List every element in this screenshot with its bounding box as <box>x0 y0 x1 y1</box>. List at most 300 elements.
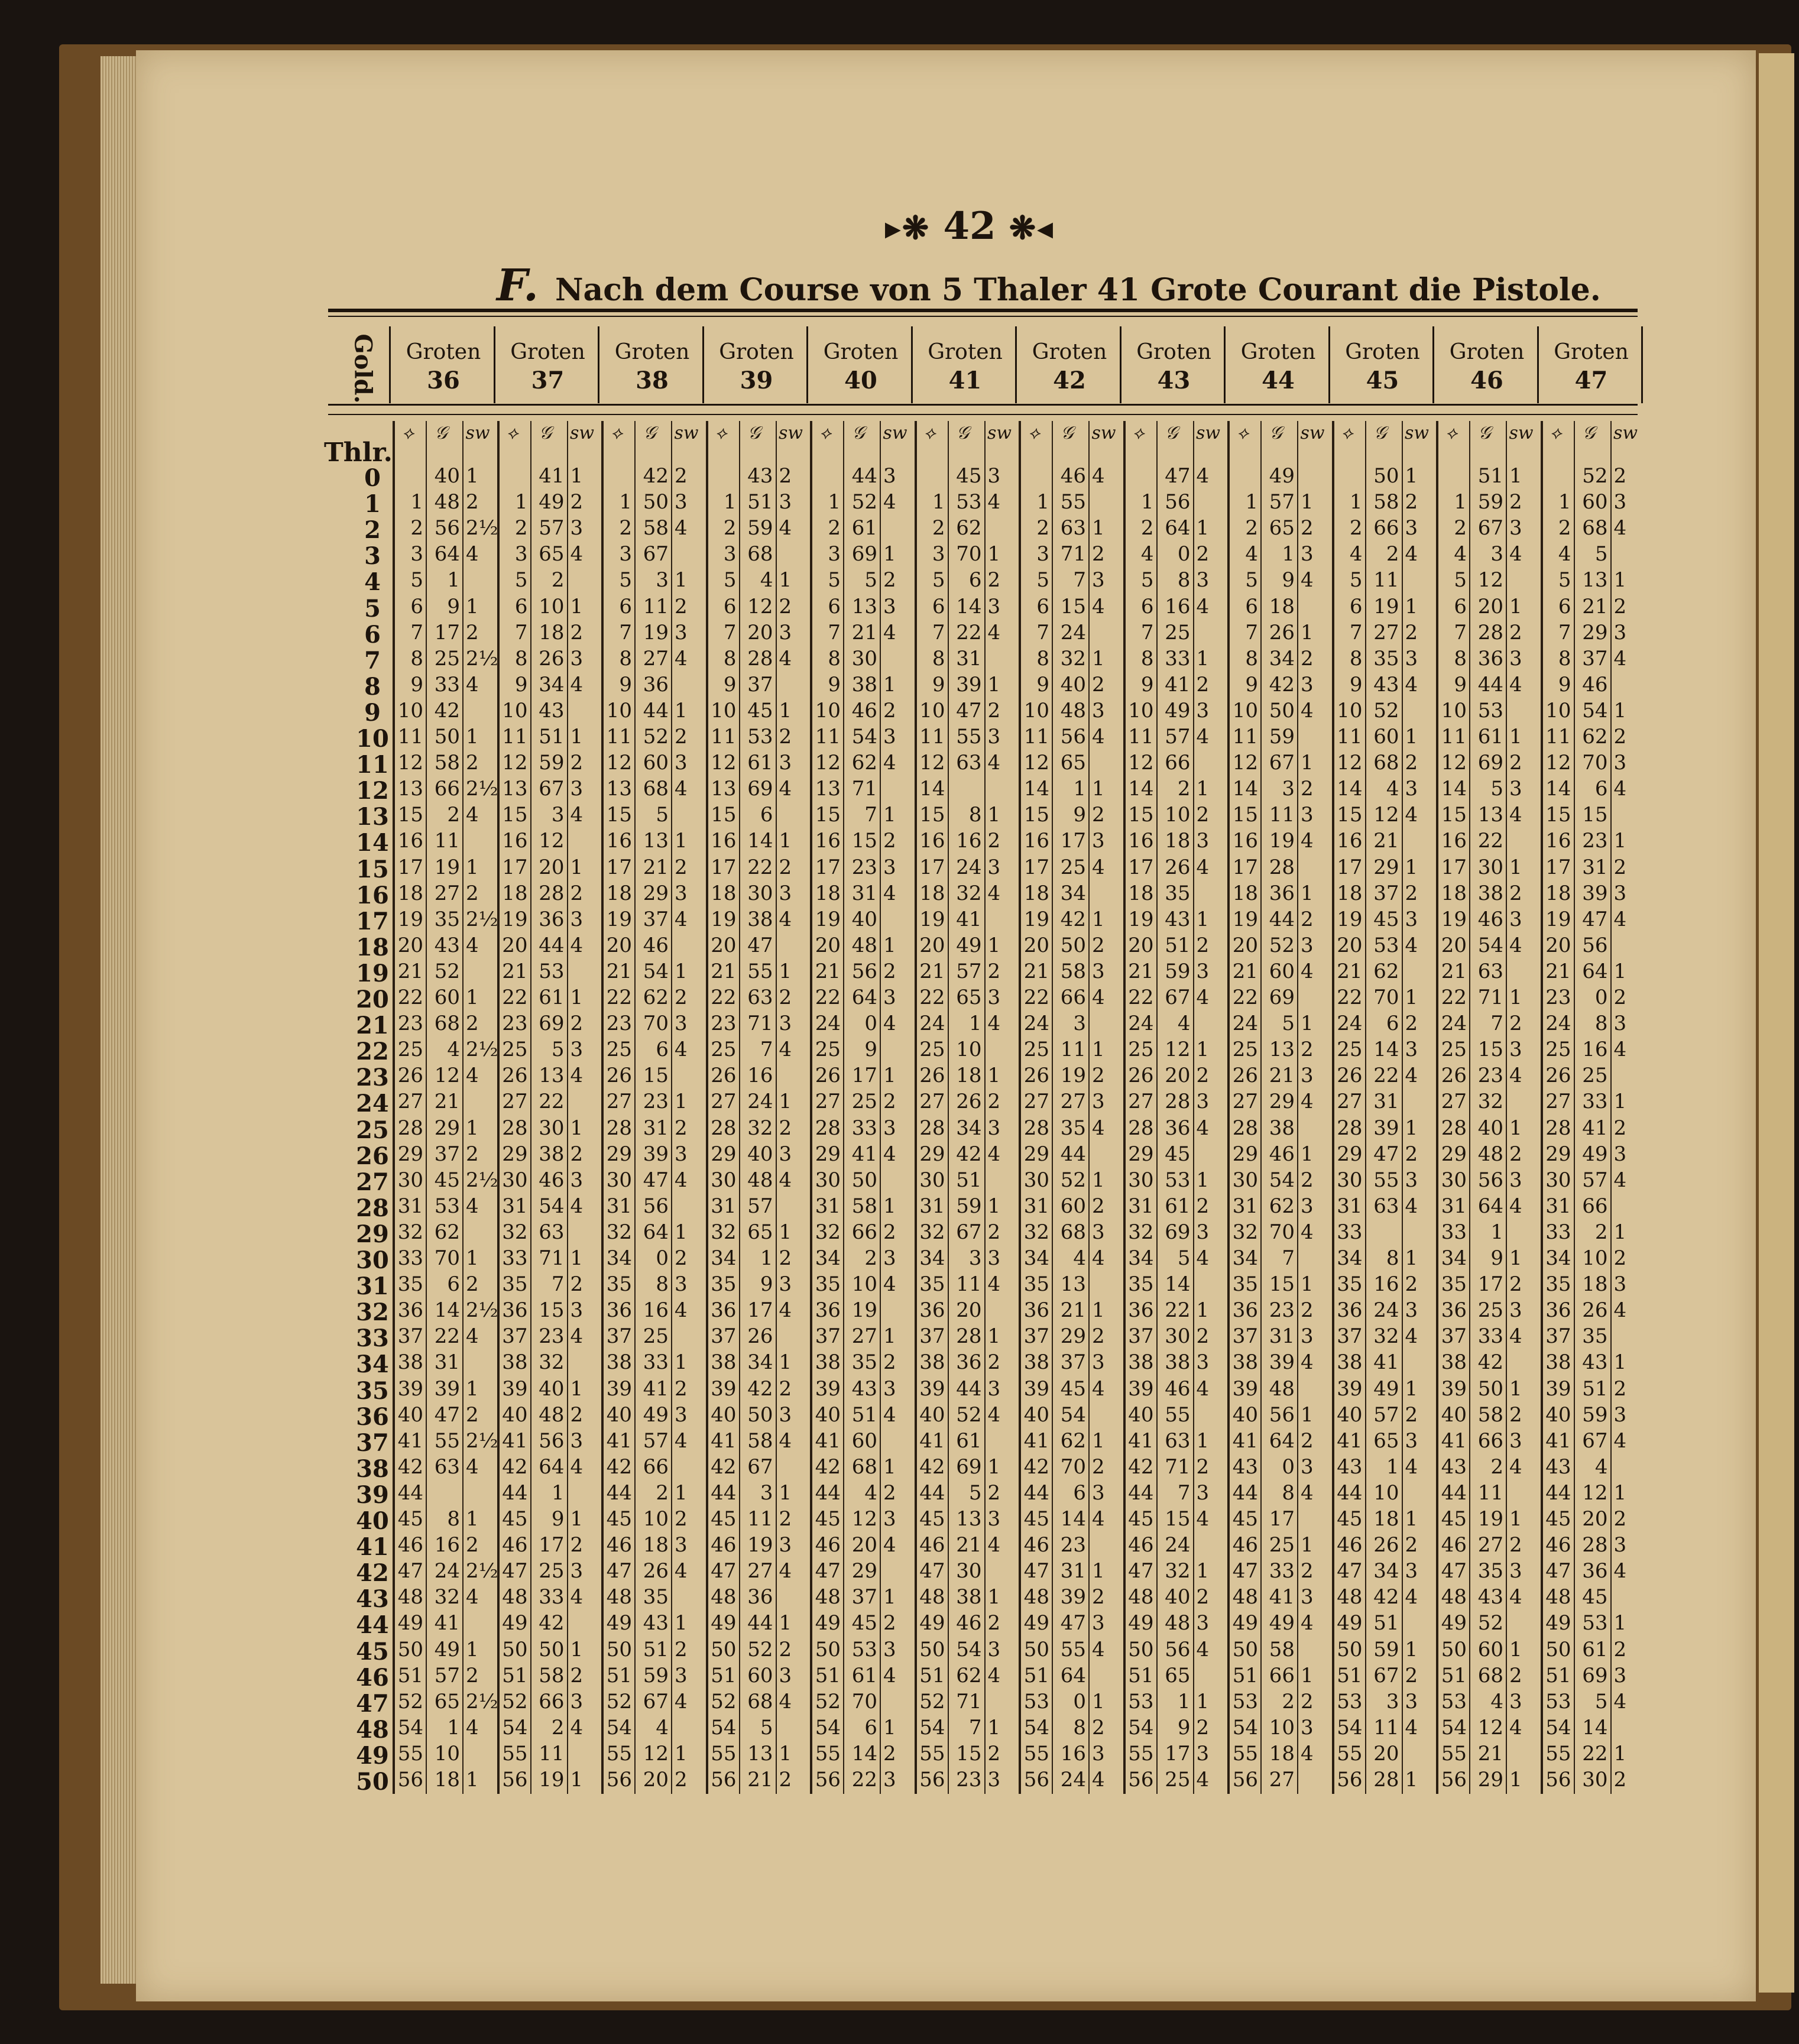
cell-groten: 45 <box>851 1611 877 1635</box>
cell-groten: 39 <box>1269 1350 1295 1375</box>
cell-schwaren: 1 <box>883 1064 896 1088</box>
cell-thaler: 30 <box>397 1168 423 1192</box>
cell-groten: 66 <box>1373 516 1399 540</box>
cell-schwaren: 1 <box>779 698 792 723</box>
cell-groten: 18 <box>1269 1741 1295 1766</box>
cell-groten: 6 <box>864 1715 877 1739</box>
cell-thaler: 39 <box>1441 1376 1467 1401</box>
cell-schwaren: 1 <box>1509 1116 1522 1140</box>
cell-schwaren: 2 <box>883 1481 896 1505</box>
cell-thaler: 10 <box>1441 698 1467 723</box>
cell-schwaren: 4 <box>1613 516 1627 540</box>
cell-groten: 56 <box>851 959 877 983</box>
groten-header-39 <box>706 340 807 394</box>
cell-schwaren: 3 <box>987 1376 1001 1401</box>
cell-groten: 4 <box>1073 1246 1086 1270</box>
cell-schwaren: 3 <box>675 751 688 775</box>
cell-schwaren: 3 <box>1196 568 1210 592</box>
thaler-symbol: ⟡ <box>1028 423 1040 443</box>
cell-schwaren: 2 <box>1613 855 1627 879</box>
cell-groten: 54 <box>1269 1168 1295 1192</box>
cell-schwaren: 3 <box>1509 516 1522 540</box>
cell-thaler: 21 <box>1232 959 1258 983</box>
cell-schwaren: 4 <box>675 1298 688 1323</box>
cell-thaler: 38 <box>1023 1350 1049 1375</box>
cell-schwaren: 2 <box>883 1090 896 1114</box>
cell-thaler: 39 <box>397 1376 423 1401</box>
cell-thaler: 19 <box>1023 907 1049 931</box>
cell-schwaren: 2 <box>675 1637 688 1661</box>
cell-schwaren: 1 <box>1092 516 1105 540</box>
cell-schwaren: 2 <box>1613 464 1627 488</box>
cell-thaler: 43 <box>1337 1455 1363 1479</box>
cell-groten: 17 <box>1060 829 1086 853</box>
cell-schwaren: 4 <box>1509 1715 1522 1739</box>
cell-thaler: 5 <box>723 568 737 592</box>
cell-groten: 4 <box>864 1481 877 1505</box>
cell-groten: 6 <box>1594 777 1608 801</box>
cell-groten: 5 <box>1594 1689 1608 1713</box>
cell-thaler: 6 <box>723 594 737 618</box>
column-line <box>984 421 986 1794</box>
cell-groten: 59 <box>1477 490 1503 514</box>
cell-groten: 69 <box>747 777 773 801</box>
cell-schwaren: 1 <box>987 1194 1001 1218</box>
cell-thaler: 27 <box>1023 1090 1049 1114</box>
cell-groten: 2 <box>447 803 460 827</box>
cell-thaler: 38 <box>502 1350 528 1375</box>
cell-groten: 63 <box>1373 1194 1399 1218</box>
cell-schwaren: 2 <box>779 1116 792 1140</box>
cell-thaler: 34 <box>919 1246 945 1270</box>
cell-thaler: 34 <box>815 1246 841 1270</box>
cell-schwaren: 2 <box>779 464 792 488</box>
cell-schwaren: 2 <box>466 1402 479 1427</box>
cell-thaler: 18 <box>606 881 632 905</box>
cell-thaler: 25 <box>606 1038 632 1062</box>
cell-groten: 44 <box>956 1376 982 1401</box>
cell-thaler: 55 <box>397 1741 423 1766</box>
cell-schwaren: 4 <box>1092 986 1105 1009</box>
cell-groten: 12 <box>1373 803 1399 827</box>
cell-groten: 18 <box>434 1768 460 1792</box>
row-label: 9 <box>364 698 381 727</box>
cell-thaler: 54 <box>1337 1715 1363 1739</box>
cell-groten: 6 <box>968 568 982 592</box>
cell-thaler: 9 <box>514 672 528 697</box>
cell-schwaren: 1 <box>1613 1611 1627 1635</box>
cell-thaler: 35 <box>815 1272 841 1297</box>
cell-groten: 8 <box>1073 1715 1086 1739</box>
cell-schwaren: 2½ <box>466 646 498 670</box>
cell-groten: 44 <box>539 933 565 957</box>
cell-groten: 45 <box>747 698 773 723</box>
cell-groten: 0 <box>864 1012 877 1036</box>
cell-thaler: 35 <box>397 1272 423 1297</box>
cell-groten: 3 <box>656 568 669 592</box>
cell-thaler: 26 <box>919 1064 945 1088</box>
cell-thaler: 38 <box>1232 1350 1258 1375</box>
cell-thaler: 30 <box>606 1168 632 1192</box>
cell-schwaren: 1 <box>1613 959 1627 983</box>
cell-groten: 43 <box>1165 907 1191 931</box>
row-label: 45 <box>356 1637 389 1666</box>
cell-thaler: 37 <box>1337 1324 1363 1349</box>
cell-schwaren: 1 <box>675 1350 688 1375</box>
row-label: 1 <box>364 490 381 519</box>
cell-groten: 32 <box>1165 1559 1191 1583</box>
cell-thaler: 56 <box>397 1768 423 1792</box>
cell-schwaren: 4 <box>1301 1090 1314 1114</box>
cell-thaler: 49 <box>1441 1611 1467 1635</box>
cell-groten: 31 <box>1269 1324 1295 1349</box>
cell-thaler: 31 <box>919 1194 945 1218</box>
schwaren-label: sw <box>674 423 699 443</box>
cell-thaler: 50 <box>1337 1637 1363 1661</box>
cell-thaler: 44 <box>711 1481 737 1505</box>
cell-schwaren: 3 <box>1613 1663 1627 1687</box>
cell-groten: 46 <box>643 933 669 957</box>
cell-thaler: 56 <box>502 1768 528 1792</box>
cell-schwaren: 4 <box>1509 672 1522 697</box>
cell-groten: 66 <box>1165 751 1191 775</box>
cell-schwaren: 3 <box>1092 1220 1105 1244</box>
groten-symbol: 𝒢 <box>1061 423 1074 443</box>
cell-thaler: 34 <box>606 1246 632 1270</box>
cell-thaler: 15 <box>502 803 528 827</box>
row-label: 25 <box>356 1116 389 1144</box>
cell-thaler: 36 <box>815 1298 841 1323</box>
cell-groten: 35 <box>1165 881 1191 905</box>
cell-thaler: 55 <box>1545 1741 1571 1766</box>
cell-groten: 51 <box>956 1168 982 1192</box>
cell-groten: 57 <box>1269 490 1295 514</box>
cell-groten: 36 <box>539 907 565 931</box>
cell-groten: 11 <box>1269 803 1295 827</box>
cell-thaler: 51 <box>1023 1663 1049 1687</box>
cell-groten: 62 <box>434 1220 460 1244</box>
groten-label: Groten <box>1345 340 1420 364</box>
cell-thaler: 46 <box>397 1533 423 1557</box>
cell-groten: 57 <box>1165 725 1191 749</box>
cell-schwaren: 4 <box>1301 1611 1314 1635</box>
cell-groten: 35 <box>1582 1324 1608 1349</box>
cell-thaler: 19 <box>815 907 841 931</box>
cell-groten: 52 <box>434 959 460 983</box>
cell-groten: 53 <box>539 959 565 983</box>
cell-thaler: 54 <box>606 1715 632 1739</box>
cell-schwaren: 1 <box>1405 986 1418 1009</box>
cell-schwaren: 4 <box>570 1194 584 1218</box>
cell-groten: 28 <box>1477 620 1503 644</box>
cell-thaler: 25 <box>1337 1038 1363 1062</box>
cell-schwaren: 1 <box>883 1455 896 1479</box>
cell-schwaren: 3 <box>570 907 584 931</box>
cell-schwaren: 1 <box>883 1715 896 1739</box>
cell-groten: 63 <box>434 1455 460 1479</box>
cell-thaler: 34 <box>1337 1246 1363 1270</box>
cell-thaler: 25 <box>397 1038 423 1062</box>
cell-groten: 54 <box>851 725 877 749</box>
cell-schwaren: 3 <box>987 1116 1001 1140</box>
cell-schwaren: 2 <box>1613 725 1627 749</box>
cell-thaler: 27 <box>606 1090 632 1114</box>
cell-thaler: 27 <box>1337 1090 1363 1114</box>
cell-thaler: 37 <box>919 1324 945 1349</box>
cell-thaler: 8 <box>1036 646 1049 670</box>
cell-groten: 50 <box>434 725 460 749</box>
cell-groten: 52 <box>643 725 669 749</box>
cell-groten: 30 <box>539 1116 565 1140</box>
cell-schwaren: 2 <box>1301 1298 1314 1323</box>
cell-thaler: 39 <box>606 1376 632 1401</box>
cell-schwaren: 3 <box>987 1507 1001 1531</box>
cell-schwaren: 1 <box>987 1715 1001 1739</box>
cell-groten: 4 <box>656 1715 669 1739</box>
cell-thaler: 1 <box>514 490 528 514</box>
cell-thaler: 16 <box>397 829 423 853</box>
cell-groten: 40 <box>1165 1585 1191 1609</box>
cell-thaler: 37 <box>1441 1324 1467 1349</box>
cell-groten: 63 <box>1060 516 1086 540</box>
cell-schwaren: 3 <box>675 1402 688 1427</box>
cell-groten: 64 <box>851 986 877 1009</box>
cell-thaler: 47 <box>1128 1559 1154 1583</box>
cell-schwaren: 2 <box>1092 1194 1105 1218</box>
cell-groten: 28 <box>1373 1768 1399 1792</box>
cell-schwaren: 3 <box>1301 1715 1314 1739</box>
cell-schwaren: 1 <box>1196 907 1210 931</box>
cell-groten: 2 <box>551 1715 565 1739</box>
cell-schwaren: 2 <box>1196 1064 1210 1088</box>
cell-groten: 13 <box>1477 803 1503 827</box>
cell-groten: 71 <box>539 1246 565 1270</box>
cell-thaler: 28 <box>606 1116 632 1140</box>
cell-groten: 7 <box>1177 1481 1191 1505</box>
cell-schwaren: 4 <box>1509 1455 1522 1479</box>
cell-groten: 33 <box>1477 1324 1503 1349</box>
cell-thaler: 15 <box>815 803 841 827</box>
cell-thaler: 8 <box>410 646 423 670</box>
cell-groten: 4 <box>447 1038 460 1062</box>
cell-groten: 27 <box>1060 1090 1086 1114</box>
cell-schwaren: 2 <box>987 568 1001 592</box>
groten-symbol: 𝒢 <box>956 423 970 443</box>
cell-groten: 66 <box>643 1455 669 1479</box>
cell-thaler: 30 <box>1337 1168 1363 1192</box>
cell-schwaren: 1 <box>1092 777 1105 801</box>
cell-groten: 31 <box>1582 855 1608 879</box>
row-label: 39 <box>356 1481 389 1509</box>
cell-thaler: 36 <box>1441 1298 1467 1323</box>
cell-thaler: 19 <box>502 907 528 931</box>
cell-thaler: 20 <box>711 933 737 957</box>
cell-groten: 52 <box>1582 464 1608 488</box>
cell-groten: 4 <box>1490 1689 1503 1713</box>
cell-schwaren: 3 <box>779 1012 792 1036</box>
cell-thaler: 26 <box>1441 1064 1467 1088</box>
cell-groten: 39 <box>434 1376 460 1401</box>
cell-groten: 11 <box>643 594 669 618</box>
cell-groten: 25 <box>1477 1298 1503 1323</box>
cell-groten: 45 <box>434 1168 460 1192</box>
cell-schwaren: 3 <box>1613 881 1627 905</box>
cell-thaler: 17 <box>1337 855 1363 879</box>
cell-groten: 47 <box>956 698 982 723</box>
cell-thaler: 50 <box>1545 1637 1571 1661</box>
cell-groten: 20 <box>539 855 565 879</box>
cell-thaler: 29 <box>502 1142 528 1166</box>
groten-label: Groten <box>1136 340 1211 364</box>
cell-groten: 37 <box>434 1142 460 1166</box>
cell-groten: 11 <box>1477 1481 1503 1505</box>
cell-groten: 17 <box>1165 1741 1191 1766</box>
cell-schwaren: 3 <box>1092 829 1105 853</box>
cell-thaler: 11 <box>502 725 528 749</box>
cell-thaler: 56 <box>1337 1768 1363 1792</box>
cell-schwaren: 2 <box>987 1220 1001 1244</box>
cell-groten: 60 <box>747 1663 773 1687</box>
cell-schwaren: 1 <box>1301 1012 1314 1036</box>
cell-schwaren: 4 <box>1092 1246 1105 1270</box>
cell-schwaren: 2 <box>466 1142 479 1166</box>
cell-thaler: 5 <box>514 568 528 592</box>
groten-header-36 <box>393 340 494 394</box>
cell-groten: 57 <box>1582 1168 1608 1192</box>
cell-schwaren: 3 <box>1509 1298 1522 1323</box>
cell-thaler: 31 <box>606 1194 632 1218</box>
cell-thaler: 3 <box>1036 542 1049 566</box>
cell-groten: 48 <box>434 490 460 514</box>
cell-thaler: 9 <box>1349 672 1363 697</box>
cell-groten: 32 <box>1060 646 1086 670</box>
cell-schwaren: 1 <box>779 1220 792 1244</box>
cell-groten: 15 <box>851 829 877 853</box>
cell-groten: 41 <box>1373 1350 1399 1375</box>
cell-schwaren: 4 <box>1092 464 1105 488</box>
cell-schwaren: 3 <box>570 777 584 801</box>
cell-thaler: 1 <box>1558 490 1571 514</box>
row-label: 48 <box>356 1715 389 1744</box>
cell-groten: 8 <box>1594 1012 1608 1036</box>
cell-groten: 48 <box>1269 1376 1295 1401</box>
cell-schwaren: 3 <box>1509 1168 1522 1192</box>
cell-groten: 2 <box>1282 1689 1295 1713</box>
cell-groten: 1 <box>1177 1689 1191 1713</box>
column-line <box>1402 421 1403 1794</box>
cell-schwaren: 3 <box>1092 1481 1105 1505</box>
cell-groten: 2 <box>1386 542 1399 566</box>
cell-schwaren: 2½ <box>466 1428 498 1453</box>
cell-groten: 27 <box>1373 620 1399 644</box>
cell-thaler: 20 <box>919 933 945 957</box>
cell-thaler: 15 <box>919 803 945 827</box>
cell-schwaren: 2 <box>1301 777 1314 801</box>
cell-thaler: 37 <box>606 1324 632 1349</box>
row-label: 30 <box>356 1246 389 1274</box>
cell-groten: 71 <box>1165 1455 1191 1479</box>
cell-schwaren: 1 <box>1509 1246 1522 1270</box>
cell-thaler: 54 <box>1232 1715 1258 1739</box>
cell-thaler: 12 <box>1232 751 1258 775</box>
cell-thaler: 12 <box>1441 751 1467 775</box>
cell-schwaren: 4 <box>1092 855 1105 879</box>
cell-schwaren: 2 <box>570 1272 584 1297</box>
cell-schwaren: 4 <box>675 1559 688 1583</box>
cell-thaler: 31 <box>1128 1194 1154 1218</box>
cell-thaler: 37 <box>1545 1324 1571 1349</box>
cell-groten: 65 <box>434 1689 460 1713</box>
cell-groten: 51 <box>747 490 773 514</box>
cell-schwaren: 2 <box>1196 1324 1210 1349</box>
cell-groten: 29 <box>434 1116 460 1140</box>
cell-thaler: 40 <box>919 1402 945 1427</box>
groten-value: 41 <box>948 367 982 394</box>
cell-schwaren: 2 <box>883 1220 896 1244</box>
cell-thaler: 28 <box>1545 1116 1571 1140</box>
cell-groten: 3 <box>968 1246 982 1270</box>
cell-thaler: 27 <box>815 1090 841 1114</box>
cell-thaler: 14 <box>1337 777 1363 801</box>
cell-groten: 12 <box>539 829 565 853</box>
cell-groten: 33 <box>1269 1559 1295 1583</box>
cell-groten: 34 <box>956 1116 982 1140</box>
cell-schwaren: 1 <box>779 1481 792 1505</box>
cell-groten: 12 <box>1477 1715 1503 1739</box>
row-label: 46 <box>356 1663 389 1692</box>
groten-header-37 <box>498 340 598 394</box>
cell-thaler: 15 <box>397 803 423 827</box>
cell-groten: 14 <box>851 1741 877 1766</box>
cell-schwaren: 3 <box>987 1246 1001 1270</box>
cell-thaler: 49 <box>502 1611 528 1635</box>
cell-schwaren: 1 <box>466 986 479 1009</box>
cell-groten: 46 <box>1165 1376 1191 1401</box>
cell-groten: 22 <box>434 1324 460 1349</box>
cell-thaler: 36 <box>397 1298 423 1323</box>
cell-thaler: 8 <box>1349 646 1363 670</box>
cell-schwaren: 1 <box>987 672 1001 697</box>
cell-groten: 43 <box>1477 1585 1503 1609</box>
cell-thaler: 18 <box>919 881 945 905</box>
cell-thaler: 41 <box>606 1428 632 1453</box>
cell-groten: 71 <box>851 777 877 801</box>
cell-thaler: 28 <box>1441 1116 1467 1140</box>
cell-thaler: 28 <box>919 1116 945 1140</box>
cell-groten: 71 <box>956 1689 982 1713</box>
cell-groten: 70 <box>434 1246 460 1270</box>
groten-value: 39 <box>740 367 773 394</box>
cell-thaler: 43 <box>1441 1455 1467 1479</box>
cell-thaler: 49 <box>1545 1611 1571 1635</box>
cell-groten: 1 <box>1386 1455 1399 1479</box>
cell-schwaren: 1 <box>675 1090 688 1114</box>
cell-schwaren: 1 <box>1092 1038 1105 1062</box>
cell-thaler: 35 <box>711 1272 737 1297</box>
cell-schwaren: 1 <box>1301 881 1314 905</box>
cell-schwaren: 1 <box>570 1116 584 1140</box>
cell-thaler: 1 <box>1349 490 1363 514</box>
cell-groten: 58 <box>1269 1637 1295 1661</box>
cell-groten: 19 <box>539 1768 565 1792</box>
row-label: 26 <box>356 1142 389 1170</box>
cell-thaler: 40 <box>502 1402 528 1427</box>
cell-thaler: 27 <box>502 1090 528 1114</box>
cell-groten: 35 <box>1477 1559 1503 1583</box>
cell-groten: 37 <box>1060 1350 1086 1375</box>
cell-thaler: 30 <box>711 1168 737 1192</box>
cell-thaler: 49 <box>1023 1611 1049 1635</box>
